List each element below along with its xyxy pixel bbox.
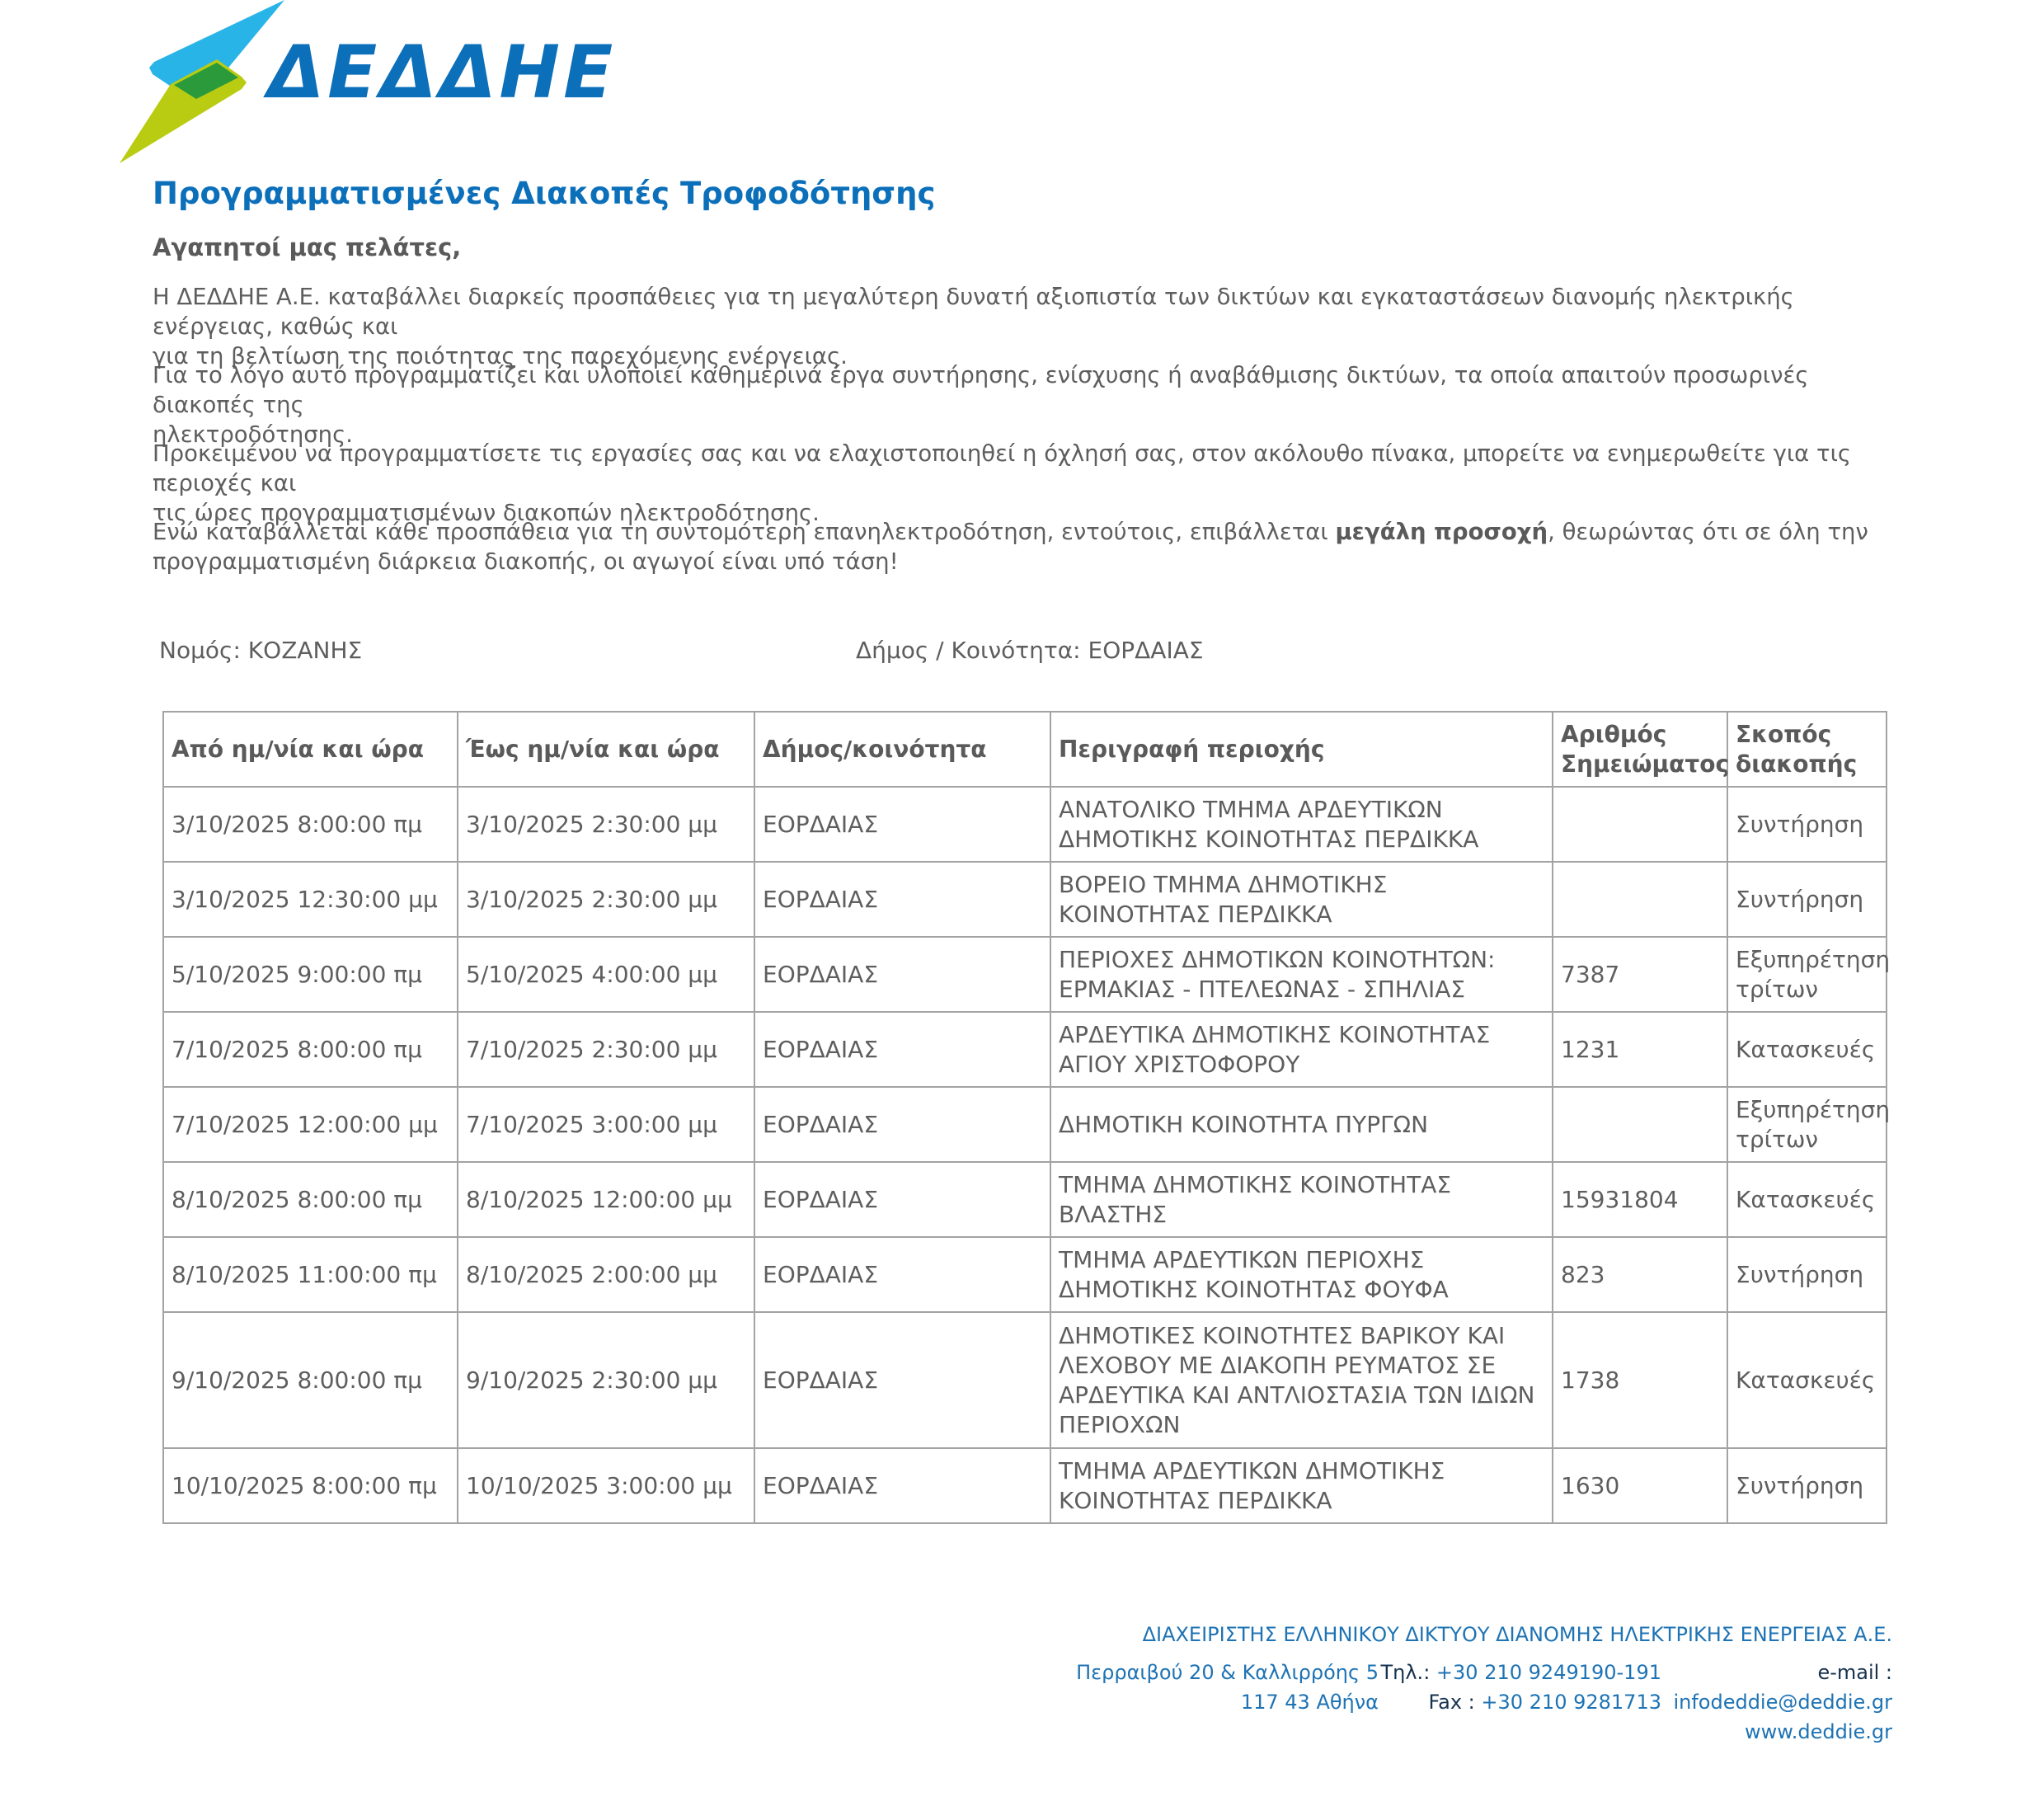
cell-municipality: ΕΟΡΔΑΙΑΣ <box>754 1162 1050 1237</box>
cell-area: ΤΜΗΜΑ ΔΗΜΟΤΙΚΗΣ ΚΟΙΝΟΤΗΤΑΣ ΒΛΑΣΤΗΣ <box>1050 1162 1553 1237</box>
cell-note-number: 7387 <box>1553 937 1727 1012</box>
cell-note-number: 823 <box>1553 1237 1727 1312</box>
cell-area: ΤΜΗΜΑ ΑΡΔΕΥΤΙΚΩΝ ΠΕΡΙΟΧΗΣ ΔΗΜΟΤΙΚΗΣ ΚΟΙΝΟΤΗΤΑΣ ΦΟΥΦΑ <box>1050 1237 1553 1312</box>
fax-value: +30 210 9281713 <box>1481 1691 1661 1714</box>
column-header-area: Περιγραφή περιοχής <box>1050 712 1553 787</box>
table-header-row <box>163 712 1887 787</box>
cell-municipality: ΕΟΡΔΑΙΑΣ <box>754 937 1050 1012</box>
table-row <box>163 1162 1887 1237</box>
intro-paragraph-2 <box>153 360 1917 449</box>
text-line: ηλεκτροδότησης. <box>153 421 353 448</box>
deddie-logo <box>111 0 617 169</box>
intro-paragraph-3 <box>153 439 1917 528</box>
cell-to: 8/10/2025 12:00:00 μμ <box>458 1162 754 1237</box>
cell-from: 8/10/2025 11:00:00 πμ <box>163 1237 458 1312</box>
table-row <box>163 862 1887 937</box>
cell-municipality: ΕΟΡΔΑΙΑΣ <box>754 1087 1050 1162</box>
cell-from: 9/10/2025 8:00:00 πμ <box>163 1312 458 1448</box>
cell-note-number: 15931804 <box>1553 1162 1727 1237</box>
cell-purpose: Συντήρηση <box>1727 862 1887 937</box>
text-line: προγραμματισμένη διάρκεια διακοπής, οι αγωγοί είναι υπό τάση! <box>153 548 899 575</box>
text-line: τις ώρες προγραμματισμένων διακοπών ηλεκτροδότησης. <box>153 500 820 526</box>
logo-wordmark: ΔΕΔΔΗΕ <box>268 30 617 115</box>
cell-area: ΤΜΗΜΑ ΑΡΔΕΥΤΙΚΩΝ ΔΗΜΟΤΙΚΗΣ ΚΟΙΝΟΤΗΤΑΣ ΠΕΡΔΙΚΚΑ <box>1050 1448 1553 1523</box>
table-row <box>163 1448 1887 1523</box>
cell-from: 10/10/2025 8:00:00 πμ <box>163 1448 458 1523</box>
prefecture-filter <box>159 637 362 664</box>
cell-municipality: ΕΟΡΔΑΙΑΣ <box>754 1012 1050 1087</box>
text-line: Για το λόγο αυτό προγραμματίζει και υλοποιεί καθημερινά έργα συντήρησης, ενίσχυσης ή αναβάθμισης δικτύων, τα οποία απαιτούν προσωρινές διακοπές της <box>153 362 1809 418</box>
cell-area: ΒΟΡΕΙΟ ΤΜΗΜΑ ΔΗΜΟΤΙΚΗΣ ΚΟΙΝΟΤΗΤΑΣ ΠΕΡΔΙΚΚΑ <box>1050 862 1553 937</box>
cell-from: 8/10/2025 8:00:00 πμ <box>163 1162 458 1237</box>
table-row <box>163 787 1887 862</box>
cell-from: 5/10/2025 9:00:00 πμ <box>163 937 458 1012</box>
cell-to: 3/10/2025 2:30:00 μμ <box>458 862 754 937</box>
cell-to: 5/10/2025 4:00:00 μμ <box>458 937 754 1012</box>
cell-note-number: 1231 <box>1553 1012 1727 1087</box>
text-line: Η ΔΕΔΔΗΕ Α.Ε. καταβάλλει διαρκείς προσπάθειες για τη μεγαλύτερη δυνατή αξιοπιστία των δικτύων και εγκαταστάσεων διανομής ηλεκτρικής ενέργειας, καθώς και <box>153 284 1794 340</box>
cell-note-number: 1738 <box>1553 1312 1727 1448</box>
emphasis-text: μεγάλη προσοχή <box>1335 519 1548 545</box>
municipality-filter <box>856 637 1204 664</box>
table-row <box>163 1312 1887 1448</box>
text-line: Προκειμένου να προγραμματίσετε τις εργασίες σας και να ελαχιστοποιηθεί η όχλησή σας, στον ακόλουθο πίνακα, μπορείτε να ενημερωθείτε για τις περιοχές και <box>153 440 1852 496</box>
municipality-label: Δήμος / Κοινότητα: <box>856 637 1081 664</box>
cell-note-number <box>1553 787 1727 862</box>
cell-purpose: Συντήρηση <box>1727 1448 1887 1523</box>
cell-municipality: ΕΟΡΔΑΙΑΣ <box>754 1448 1050 1523</box>
text-line: για τη βελτίωση της ποιότητας της παρεχόμενης ενέργειας. <box>153 343 848 369</box>
column-header-to: Έως ημ/νία και ώρα <box>458 712 754 787</box>
footer-address-line2: 117 43 Αθήνα <box>1240 1691 1379 1714</box>
cell-purpose: Εξυπηρέτηση τρίτων <box>1727 1087 1887 1162</box>
table-row <box>163 1087 1887 1162</box>
cell-to: 7/10/2025 3:00:00 μμ <box>458 1087 754 1162</box>
cell-municipality: ΕΟΡΔΑΙΑΣ <box>754 1312 1050 1448</box>
cell-to: 9/10/2025 2:30:00 μμ <box>458 1312 754 1448</box>
cell-area: ΠΕΡΙΟΧΕΣ ΔΗΜΟΤΙΚΩΝ ΚΟΙΝΟΤΗΤΩΝ: ΕΡΜΑΚΙΑΣ - ΠΤΕΛΕΩΝΑΣ - ΣΠΗΛΙΑΣ <box>1050 937 1553 1012</box>
email-link[interactable]: infodeddie@deddie.gr <box>1673 1691 1892 1714</box>
table-row <box>163 1237 1887 1312</box>
phone-label: Τηλ.: <box>1380 1661 1431 1684</box>
greeting: Αγαπητοί μας πελάτες, <box>153 233 462 261</box>
cell-municipality: ΕΟΡΔΑΙΑΣ <box>754 1237 1050 1312</box>
lightning-bolt-logo-icon <box>111 0 617 169</box>
cell-from: 3/10/2025 8:00:00 πμ <box>163 787 458 862</box>
cell-municipality: ΕΟΡΔΑΙΑΣ <box>754 787 1050 862</box>
cell-to: 7/10/2025 2:30:00 μμ <box>458 1012 754 1087</box>
text-line <box>153 517 1917 547</box>
cell-to: 8/10/2025 2:00:00 μμ <box>458 1237 754 1312</box>
cell-note-number <box>1553 1087 1727 1162</box>
cell-purpose: Εξυπηρέτηση τρίτων <box>1727 937 1887 1012</box>
footer-company-name: ΔΙΑΧΕΙΡΙΣΤΗΣ ΕΛΛΗΝΙΚΟΥ ΔΙΚΤΥΟΥ ΔΙΑΝΟΜΗΣ ΗΛΕΚΤΡΙΚΗΣ ΕΝΕΡΓΕΙΑΣ Α.Ε. <box>1142 1623 1892 1646</box>
footer-fax <box>1429 1691 1661 1714</box>
table-row <box>163 1012 1887 1087</box>
footer-phone <box>1380 1661 1661 1684</box>
cell-from: 3/10/2025 12:30:00 μμ <box>163 862 458 937</box>
cell-area: ΔΗΜΟΤΙΚΕΣ ΚΟΙΝΟΤΗΤΕΣ ΒΑΡΙΚΟΥ ΚΑΙ ΛΕΧΟΒΟΥ ΜΕ ΔΙΑΚΟΠΗ ΡΕΥΜΑΤΟΣ ΣΕ ΑΡΔΕΥΤΙΚΑ ΚΑΙ ΑΝΤΛΙΟΣΤΑΣΙΑ ΤΩΝ ΙΔΙΩΝ ΠΕΡΙΟΧΩΝ <box>1050 1312 1553 1448</box>
cell-purpose: Κατασκευές <box>1727 1162 1887 1237</box>
cell-area: ΔΗΜΟΤΙΚΗ ΚΟΙΝΟΤΗΤΑ ΠΥΡΓΩΝ <box>1050 1087 1553 1162</box>
outages-table <box>162 711 1891 1524</box>
page-title: Προγραμματισμένες Διακοπές Τροφοδότησης <box>153 176 936 211</box>
column-header-purpose: Σκοπός διακοπής <box>1727 712 1887 787</box>
cell-note-number <box>1553 862 1727 937</box>
cell-to: 10/10/2025 3:00:00 μμ <box>458 1448 754 1523</box>
prefecture-label: Νομός: <box>159 637 241 664</box>
phone-value[interactable]: +30 210 9249190-191 <box>1435 1661 1661 1684</box>
fax-label: Fax : <box>1428 1691 1475 1714</box>
cell-purpose: Συντήρηση <box>1727 1237 1887 1312</box>
table-row <box>163 937 1887 1012</box>
cell-to: 3/10/2025 2:30:00 μμ <box>458 787 754 862</box>
municipality-value: ΕΟΡΔΑΙΑΣ <box>1088 637 1204 664</box>
cell-note-number: 1630 <box>1553 1448 1727 1523</box>
cell-purpose: Κατασκευές <box>1727 1312 1887 1448</box>
cell-municipality: ΕΟΡΔΑΙΑΣ <box>754 862 1050 937</box>
cell-purpose: Κατασκευές <box>1727 1012 1887 1087</box>
cell-area: ΑΝΑΤΟΛΙΚΟ ΤΜΗΜΑ ΑΡΔΕΥΤΙΚΩΝ ΔΗΜΟΤΙΚΗΣ ΚΟΙΝΟΤΗΤΑΣ ΠΕΡΔΙΚΚΑ <box>1050 787 1553 862</box>
text-segment: , θεωρώντας ότι σε όλη την <box>1548 519 1868 545</box>
website-link[interactable]: www.deddie.gr <box>1745 1720 1892 1743</box>
cell-from: 7/10/2025 12:00:00 μμ <box>163 1087 458 1162</box>
column-header-municipality: Δήμος/κοινότητα <box>754 712 1050 787</box>
prefecture-value: ΚΟΖΑΝΗΣ <box>247 637 363 664</box>
cell-from: 7/10/2025 8:00:00 πμ <box>163 1012 458 1087</box>
cell-area: ΑΡΔΕΥΤΙΚΑ ΔΗΜΟΤΙΚΗΣ ΚΟΙΝΟΤΗΤΑΣ ΑΓΙΟΥ ΧΡΙΣΤΟΦΟΡΟΥ <box>1050 1012 1553 1087</box>
text-segment: Ενώ καταβάλλεται κάθε προσπάθεια για τη συντομότερη επανηλεκτροδότηση, εντούτοις, επιβάλλεται <box>153 519 1336 545</box>
footer-address-line1: Περραιβού 20 & Καλλιρρόης 5 <box>1076 1661 1379 1684</box>
email-label: e-mail : <box>1817 1661 1892 1684</box>
column-header-from: Από ημ/νία και ώρα <box>163 712 458 787</box>
safety-warning-paragraph <box>153 517 1917 576</box>
column-header-note-number: Αριθμός Σημειώματος <box>1553 712 1727 787</box>
intro-paragraph-1 <box>153 282 1917 371</box>
cell-purpose: Συντήρηση <box>1727 787 1887 862</box>
